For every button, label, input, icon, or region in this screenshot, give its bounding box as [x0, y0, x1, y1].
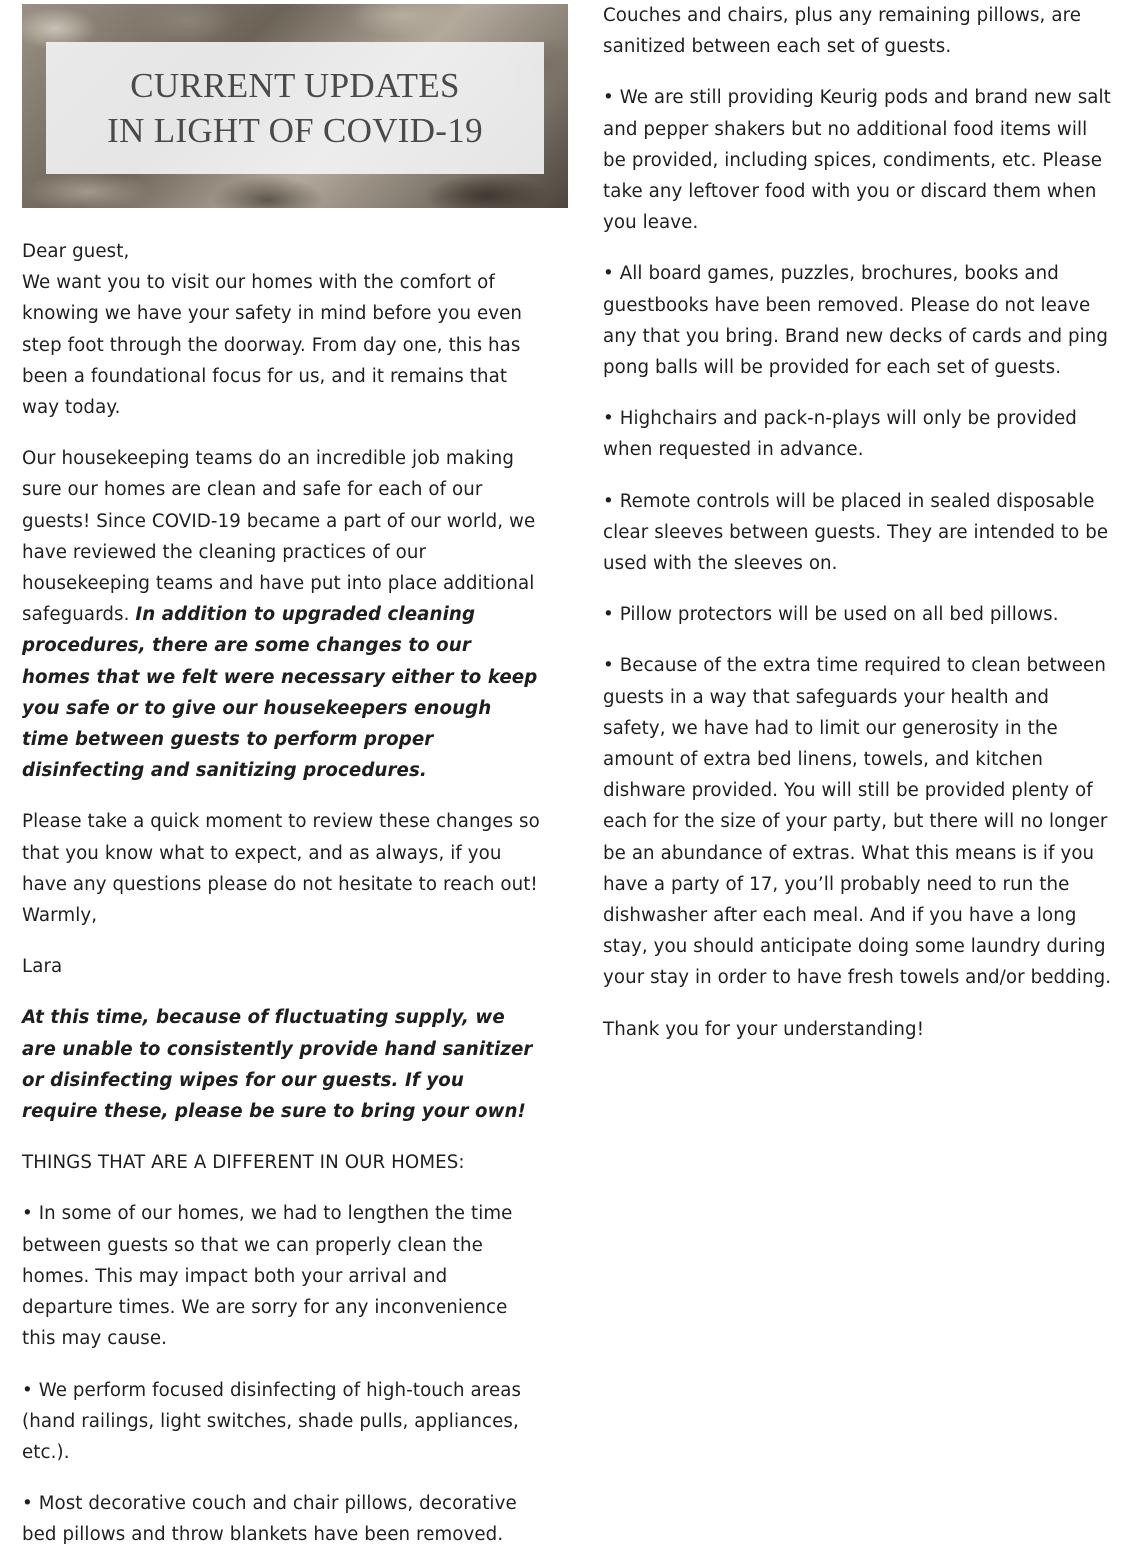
signature: Lara [22, 956, 63, 978]
supply-notice: At this time, because of fluctuating supply, we are unable to consistently provide hand sanitizer or disinfecting wipes for our guests. If you require these, please be sure to bring your own! [22, 1007, 533, 1123]
bullet-extra-linens: • Because of the extra time required to clean between guests in a way that safeguards your health and safety, we have had to limit our generosity in the amount of extra bed linens, towels, and kitchen dishware provided. You will still be provided plenty of each for the size of your party, but there will no longer be an abundance of extras. What this means is if you have a party of 17, you’ll probably need to run the dishwasher after each meal. And if you have a long stay, you should anticipate doing some laundry during your stay in order to have fresh towels and/or bedding. [603, 655, 1112, 989]
header-banner [22, 4, 568, 208]
bullet-games-removed: • All board games, puzzles, brochures, books and guestbooks have been removed. Please do not leave any that you bring. Brand new decks of cards and ping pong balls will be provided for each set of guests. [603, 263, 1109, 379]
bullet-remote-controls: • Remote controls will be placed in sealed disposable clear sleeves between guests. They are intended to be used with the sleeves on. [603, 490, 1109, 575]
bullet-disinfecting: • We perform focused disinfecting of high-touch areas (hand railings, light switches, shade pulls, appliances, etc.). [22, 1379, 522, 1463]
left-column [22, 0, 542, 1551]
bullet-lengthen-time: • In some of our homes, we had to lengthen the time between guests so that we can properly clean the homes. This may impact both your arrival and departure times. We are sorry for any inconvenience this may cause. [22, 1203, 513, 1350]
housekeeping-emphasis: In addition to upgraded cleaning procedures, there are some changes to our homes that we felt were necessary either to keep you safe or to give our housekeepers enough time between guests to perform proper disinfecting and sanitizing procedures. [22, 604, 538, 782]
thanks-line: Thank you for your understanding! [603, 1018, 925, 1040]
housekeeping-paragraph [22, 443, 542, 786]
banner-title-line-1: CURRENT UPDATES [130, 66, 460, 105]
greeting: Dear guest, [22, 241, 130, 262]
banner-title-box [46, 42, 544, 174]
intro-paragraph: We want you to visit our homes with the comfort of knowing we have your safety in mind before you even step foot through the doorway. From day one, this has been a foundational focus for us, and it remains that way today. [22, 272, 523, 419]
bullet-pillow-protectors: • Pillow protectors will be used on all bed pillows. [603, 604, 1059, 626]
bullet-couches-sanitized: Couches and chairs, plus any remaining pillows, are sanitized between each set of guests. [603, 5, 1082, 58]
banner-title-line-2: IN LIGHT OF COVID-19 [107, 111, 483, 150]
closing: Warmly, [22, 905, 98, 927]
changes-heading: THINGS THAT ARE A DIFFERENT IN OUR HOMES: [22, 1152, 465, 1174]
housekeeping-text: Our housekeeping teams do an incredible job making sure our homes are clean and safe for each of our guests! Since COVID-19 became a part of our world, we have reviewed the cleaning practices of our housekeeping teams and have put into place additional safeguards. [22, 448, 536, 626]
review-paragraph: Please take a quick moment to review these changes so that you know what to expect, and as always, if you have any questions please do not hesitate to reach out! [22, 811, 540, 895]
bullet-pillows-removed: • Most decorative couch and chair pillows, decorative bed pillows and throw blankets have been removed. [22, 1493, 517, 1546]
bullet-food-items: • We are still providing Keurig pods and brand new salt and pepper shakers but no additional food items will be provided, including spices, condiments, etc. Please take any leftover food with you or discard them when you leave. [603, 87, 1111, 234]
right-column [603, 0, 1115, 1045]
bullet-highchairs: • Highchairs and pack-n-plays will only be provided when requested in advance. [603, 408, 1077, 461]
